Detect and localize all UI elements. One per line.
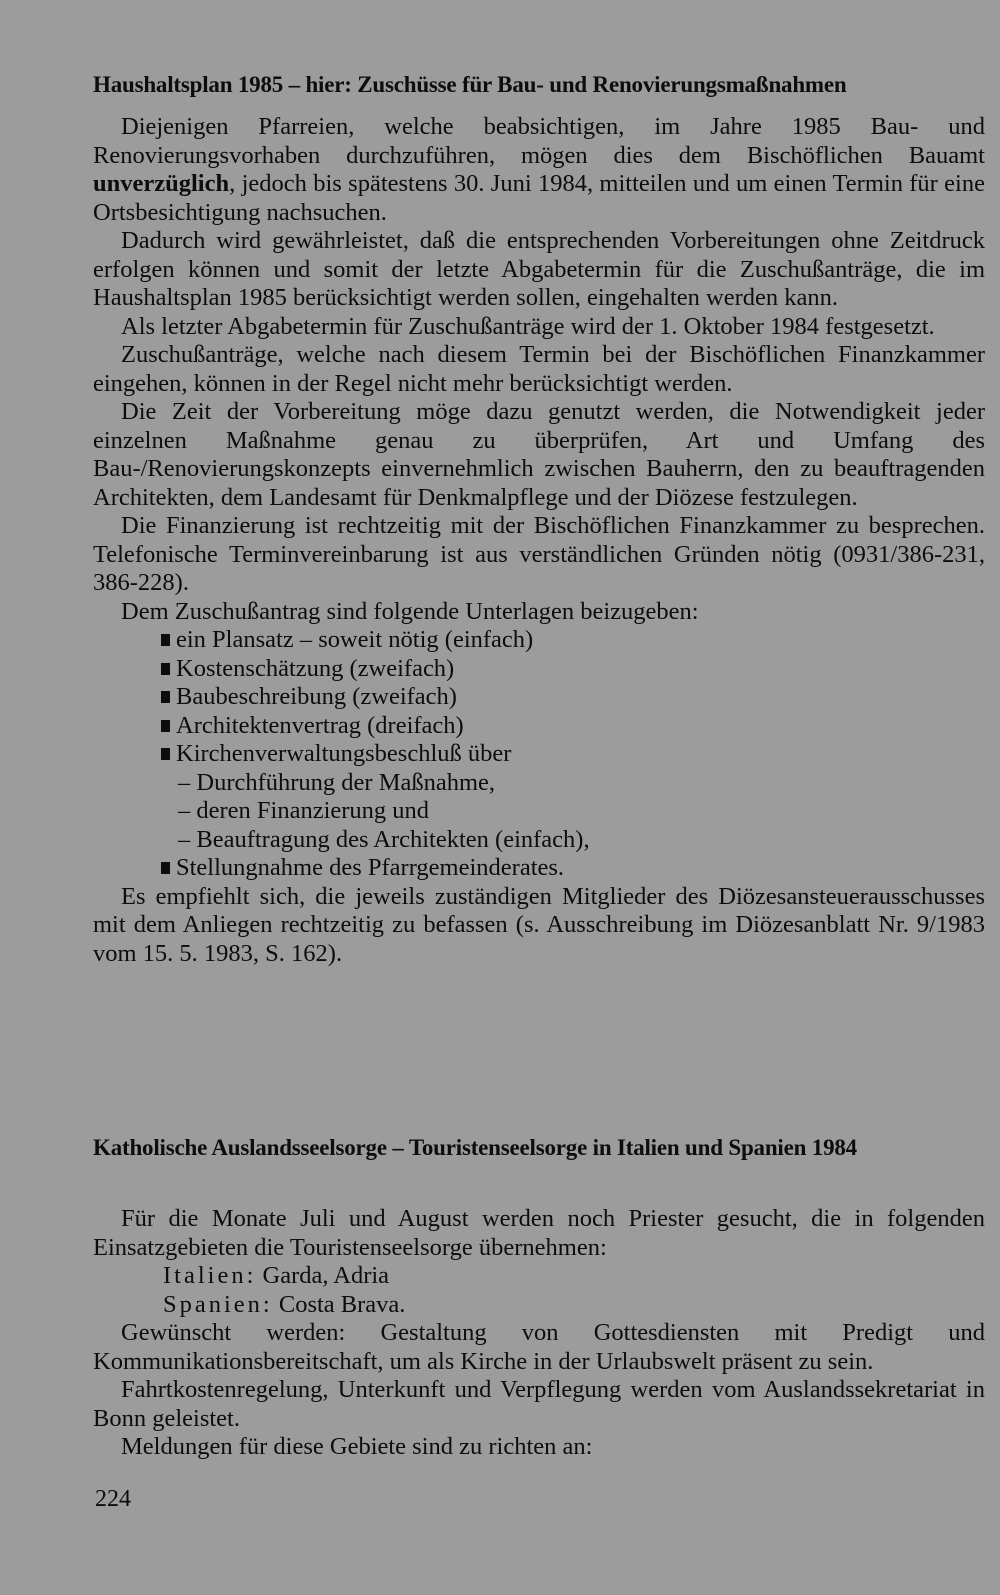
paragraph: Für die Monate Juli und August werden noch Priester gesucht, die in folgenden Einsatzgebieten die Touristenseelsorge übernehmen: [93,1205,985,1261]
paragraph [93,113,985,227]
emphasis-text: unverzüglich [93,170,230,197]
list-item [93,626,985,655]
location-italy [93,1262,985,1291]
sub-list-item: – Beauftragung des Architekten (einfach), [178,825,590,853]
location-value: Garda, Adria [256,1262,390,1289]
location-value: Costa Brava. [272,1290,406,1318]
list-item [93,854,985,883]
sub-list-item: – deren Finanzierung und [178,797,430,824]
paragraph: Dem Zuschußantrag sind folgende Unterlagen beizugeben: [121,597,699,625]
page-number: 224 [95,1486,131,1512]
section-body-haushaltsplan [93,113,985,968]
location-label: Italien: [163,1262,257,1289]
location-label: Spanien: [163,1290,273,1318]
paragraph-text: , jedoch bis spätestens 30. Juni 1984, mitteilen und um einen Termin für eine Ortsbesichtigung nachsuchen. [93,170,985,226]
paragraph-text: Diejenigen Pfarreien, welche beabsichtigen, im Jahre 1985 Bau- und Renovierungsvorhaben durchzuführen, mögen dies dem Bischöflichen Bauamt [93,113,985,169]
list-item [93,712,985,741]
section-heading-auslandsseelsorge: Katholische Auslandsseelsorge – Touristenseelsorge in Italien und Spanien 1984 [93,1135,857,1160]
section-body-auslandsseelsorge [93,1205,985,1462]
list-item-text: ein Plansatz – soweit nötig (einfach) [176,626,534,653]
list-item-text: Stellungnahme des Pfarrgemeinderates. [176,854,565,881]
sub-list-item: – Durchführung der Maßnahme, [178,768,496,796]
paragraph: Die Finanzierung ist rechtzeitig mit der Bischöflichen Finanzkammer zu besprechen. Telefonische Terminvereinbarung ist aus verständlichen Gründen nötig (0931/386-231, 386-228). [93,512,985,596]
paragraph: Zuschußanträge, welche nach diesem Termin bei der Bischöflichen Finanzkammer eingehen, können in der Regel nicht mehr berücksichtigt werden. [93,341,985,397]
bullet-icon [161,691,170,703]
paragraph: Gewünscht werden: Gestaltung von Gottesdiensten mit Predigt und Kommunikationsbereitschaft, um als Kirche in der Urlaubswelt präsent zu sein. [93,1319,985,1375]
paragraph: Fahrtkostenregelung, Unterkunft und Verpflegung werden vom Auslandssekretariat in Bonn geleistet. [93,1376,985,1432]
paragraph: Es empfiehlt sich, die jeweils zuständigen Mitglieder des Diözesansteuerausschusses mit dem Anliegen rechtzeitig zu befassen (s. Ausschreibung im Diözesanblatt Nr. 9/1983 vom 15. 5. 1983, S. 162). [93,882,985,967]
location-spain [93,1291,985,1320]
paragraph: Meldungen für diese Gebiete sind zu richten an: [121,1433,593,1460]
bullet-icon [161,634,170,646]
bullet-icon [161,720,170,732]
section-heading-haushaltsplan: Haushaltsplan 1985 – hier: Zuschüsse für Bau- und Renovierungsmaßnahmen [93,72,847,97]
bullet-icon [161,663,170,675]
bullet-icon [161,862,170,874]
paragraph: Dadurch wird gewährleistet, daß die entsprechenden Vorbereitungen ohne Zeitdruck erfolgen können und somit der letzte Abgabetermin für die Zuschußanträge, die im Haushaltsplan 1985 berücksichtigt werden sollen, eingehalten werden kann. [93,227,985,311]
attachments-list [93,626,985,883]
paragraph: Als letzter Abgabetermin für Zuschußanträge wird der 1. Oktober 1984 festgesetzt. [121,312,935,340]
list-item [93,740,985,769]
paragraph: Die Zeit der Vorbereitung möge dazu genutzt werden, die Notwendigkeit jeder einzelnen Maßnahme genau zu überprüfen, Art und Umfang des Bau-/Renovierungskonzepts einvernehmlich zwischen Bauherrn, den zu beauftragenden Architekten, dem Landesamt für Denkmalpflege und der Diözese festzulegen. [93,398,985,511]
list-item [93,683,985,712]
list-item-text: Kostenschätzung (zweifach) [176,654,455,682]
list-item [93,655,985,684]
bullet-icon [161,748,170,760]
list-item-text: Architektenvertrag (dreifach) [176,711,464,739]
list-item-text: Kirchenverwaltungsbeschluß über [176,740,512,767]
list-item-text: Baubeschreibung (zweifach) [176,683,457,710]
